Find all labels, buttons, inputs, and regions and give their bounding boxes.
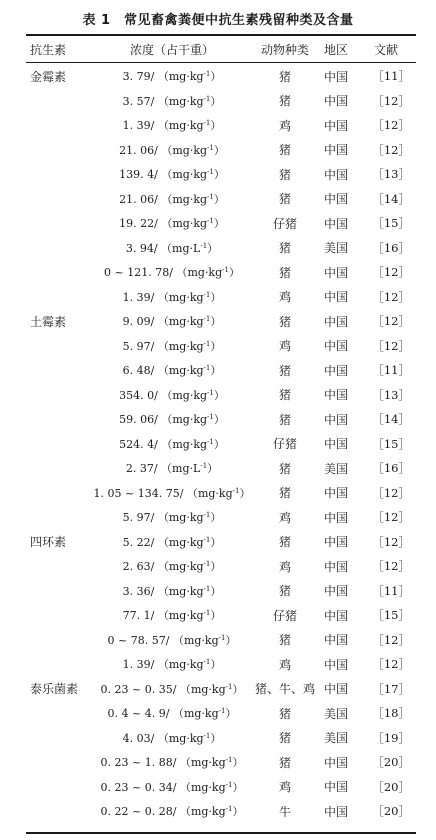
reference-cell: ［13］ (372, 167, 410, 182)
region-cell: 中国 (323, 608, 348, 623)
concentration-cell: 139. 4/ $(mg\cdot kg^{-1})$ (119, 168, 225, 182)
concentration-cell: 0. 23 ~ 0. 35/ $(mg\cdot kg^{-1})$ (100, 682, 244, 696)
concentration-cell: 9. 09/ $(mg\cdot kg^{-1})$ (122, 315, 222, 329)
concentration-unit: mg·kg (197, 486, 233, 500)
table-row (26, 62, 416, 89)
region-cell: 中国 (323, 682, 348, 697)
table-row (26, 432, 416, 457)
animal-cell: 猪 (278, 167, 291, 182)
concentration-cell: 0. 23 ~ 1. 88/ $(mg\cdot kg^{-1})$ (100, 756, 244, 770)
region-cell: 中国 (323, 94, 348, 109)
concentration-cell: 21. 06/ $(mg\cdot kg^{-1})$ (119, 192, 225, 206)
reference-cell: ［16］ (372, 240, 410, 255)
antibiotic-cell (26, 603, 90, 628)
concentration-unit: mg·kg (168, 511, 204, 525)
region-cell: 中国 (323, 486, 348, 501)
reference-cell: ［12］ (372, 534, 410, 549)
concentration-value: 1. 05 ~ 134. 75 (93, 486, 180, 500)
reference-cell: ［12］ (372, 93, 410, 108)
concentration-value: 0 ~ 78. 57 (107, 633, 166, 647)
concentration-value: 21. 06 (119, 192, 155, 206)
reference-cell: ［12］ (372, 632, 410, 647)
concentration-value: 2. 37 (125, 462, 154, 476)
concentration-cell: 1. 39/ $(mg\cdot kg^{-1})$ (122, 119, 222, 133)
unit-exponent: -1 (207, 143, 214, 152)
antibiotic-cell (26, 652, 90, 677)
concentration-cell: 77. 1/ $(mg\cdot kg^{-1})$ (122, 609, 222, 623)
unit-exponent: -1 (218, 633, 226, 642)
table-row (26, 750, 416, 775)
animal-cell: 鸡 (278, 510, 291, 525)
region-cell: 美国 (323, 241, 348, 256)
table-row (26, 334, 416, 359)
animal-cell: 仔猪 (272, 437, 297, 452)
table-row (26, 799, 416, 824)
concentration-cell: 0. 4 ~ 4. 9/ $(mg\cdot kg^{-1})$ (107, 707, 237, 721)
table-row (26, 530, 416, 555)
reference-cell: ［15］ (372, 436, 410, 451)
concentration-unit: mg·L (172, 241, 201, 255)
concentration-value: 9. 09 (122, 315, 151, 329)
table-row (26, 162, 416, 187)
concentration-unit: mg·kg (168, 119, 204, 133)
table-row (26, 726, 416, 751)
concentration-cell: 354. 0/ $(mg\cdot kg^{-1})$ (119, 388, 225, 402)
concentration-cell: 0 ~ 121. 78/ $(mg\cdot kg^{-1})$ (104, 266, 240, 280)
animal-cell: 猪 (278, 241, 291, 256)
concentration-unit: mg·kg (172, 437, 208, 451)
concentration-cell: 1. 05 ~ 134. 75/ $(mg\cdot kg^{-1})$ (93, 486, 251, 500)
region-cell: 美国 (323, 731, 348, 746)
table-row (26, 407, 416, 432)
concentration-cell: 6. 48/ $(mg\cdot kg^{-1})$ (122, 364, 222, 378)
unit-exponent: -1 (203, 339, 211, 348)
antibiotic-cell (26, 285, 90, 310)
table-row (26, 285, 416, 310)
reference-cell: ［12］ (372, 338, 410, 353)
reference-cell: ［18］ (372, 706, 410, 721)
concentration-value: 2. 63 (122, 560, 151, 574)
unit-exponent: -1 (218, 707, 226, 716)
region-cell: 中国 (323, 388, 348, 403)
table-row (26, 481, 416, 506)
unit-exponent: -1 (207, 217, 214, 226)
region-cell: 中国 (323, 192, 348, 207)
residue-table (26, 36, 416, 824)
region-cell: 美国 (323, 461, 348, 476)
concentration-value: 0 ~ 121. 78 (104, 266, 170, 280)
reference-cell: ［13］ (372, 387, 410, 402)
animal-cell: 猪 (278, 633, 291, 648)
antibiotic-cell: 四环素 (30, 535, 67, 550)
animal-cell: 鸡 (278, 657, 291, 672)
region-cell: 中国 (323, 339, 348, 354)
antibiotic-cell: 金霉素 (30, 69, 67, 84)
animal-cell: 牛 (278, 804, 291, 819)
antibiotic-cell (26, 726, 90, 751)
unit-exponent: -1 (200, 241, 208, 250)
bottom-rule (26, 832, 416, 834)
antibiotic-cell (26, 505, 90, 530)
animal-cell: 鸡 (278, 290, 291, 305)
region-cell: 中国 (323, 437, 348, 452)
concentration-cell: 2. 37/ $(mg\cdot L^{-1})$ (125, 462, 219, 476)
concentration-unit: mg·kg (168, 70, 204, 84)
table-row (26, 652, 416, 677)
reference-cell: ［14］ (372, 412, 410, 427)
reference-cell: ［12］ (372, 559, 410, 574)
concentration-unit: mg·kg (168, 339, 204, 353)
table-body (26, 62, 416, 824)
animal-cell: 猪 (278, 388, 291, 403)
table-row (26, 236, 416, 261)
concentration-unit: mg·kg (190, 780, 226, 794)
unit-exponent: -1 (203, 70, 211, 79)
unit-exponent: -1 (225, 780, 233, 789)
reference-cell: ［12］ (372, 510, 410, 525)
region-cell: 中国 (323, 216, 348, 231)
concentration-value: 0. 4 ~ 4. 9 (107, 707, 166, 721)
reference-cell: ［12］ (372, 142, 410, 157)
region-cell: 中国 (323, 535, 348, 550)
table-row (26, 603, 416, 628)
concentration-cell: 19. 22/ $(mg\cdot kg^{-1})$ (119, 217, 225, 231)
antibiotic-cell (26, 775, 90, 800)
unit-exponent: -1 (232, 486, 240, 495)
concentration-value: 4. 03 (122, 731, 151, 745)
concentration-value: 1. 39 (122, 119, 151, 133)
concentration-value: 3. 36 (122, 584, 151, 598)
antibiotic-cell (26, 89, 90, 114)
region-cell: 美国 (323, 706, 348, 721)
region-cell: 中国 (323, 780, 348, 795)
concentration-value: 139. 4 (119, 168, 155, 182)
animal-cell: 猪 (278, 94, 291, 109)
animal-cell: 鸡 (278, 339, 291, 354)
unit-exponent: -1 (203, 315, 211, 324)
region-cell: 中国 (323, 804, 348, 819)
concentration-unit: mg·kg (168, 731, 204, 745)
concentration-value: 3. 79 (122, 70, 151, 84)
region-cell: 中国 (323, 69, 348, 84)
header-row (26, 36, 416, 62)
concentration-cell: 5. 22/ $(mg\cdot kg^{-1})$ (122, 535, 222, 549)
table-row (26, 383, 416, 408)
reference-cell: ［12］ (372, 314, 410, 329)
unit-exponent: -1 (207, 413, 214, 422)
concentration-cell: 3. 36/ $(mg\cdot kg^{-1})$ (122, 584, 222, 598)
concentration-value: 59. 06 (119, 413, 155, 427)
unit-exponent: -1 (203, 535, 211, 544)
table-row (26, 138, 416, 163)
table-row (26, 113, 416, 138)
reference-cell: ［15］ (372, 608, 410, 623)
antibiotic-cell (26, 358, 90, 383)
region-cell: 中国 (323, 265, 348, 280)
region-cell: 中国 (323, 363, 348, 378)
animal-cell: 猪 (278, 584, 291, 599)
concentration-unit: mg·kg (190, 805, 226, 819)
antibiotic-cell (26, 799, 90, 824)
region-cell: 中国 (323, 167, 348, 182)
animal-cell: 鸡 (278, 559, 291, 574)
region-cell: 中国 (323, 633, 348, 648)
concentration-value: 21. 06 (119, 143, 155, 157)
reference-cell: ［17］ (372, 681, 410, 696)
reference-cell: ［12］ (372, 657, 410, 672)
concentration-value: 1. 39 (122, 658, 151, 672)
concentration-value: 0. 22 ~ 0. 28 (100, 805, 173, 819)
table-row (26, 701, 416, 726)
concentration-unit: mg·kg (168, 315, 204, 329)
animal-cell: 猪 (278, 535, 291, 550)
concentration-cell: 4. 03/ $(mg\cdot kg^{-1})$ (122, 731, 222, 745)
concentration-cell: 2. 63/ $(mg\cdot kg^{-1})$ (122, 560, 222, 574)
concentration-cell: 524. 4/ $(mg\cdot kg^{-1})$ (119, 437, 225, 451)
table-row (26, 187, 416, 212)
concentration-unit: mg·kg (183, 707, 219, 721)
table-row (26, 505, 416, 530)
concentration-unit: mg·kg (190, 682, 226, 696)
unit-exponent: -1 (203, 658, 211, 667)
antibiotic-cell (26, 236, 90, 261)
unit-exponent: -1 (203, 560, 211, 569)
unit-exponent: -1 (207, 437, 214, 446)
region-cell: 中国 (323, 314, 348, 329)
header-animal: 动物种类 (260, 42, 309, 57)
unit-exponent: -1 (203, 609, 211, 618)
concentration-unit: mg·kg (172, 413, 208, 427)
unit-exponent: -1 (203, 731, 211, 740)
concentration-value: 5. 97 (122, 511, 151, 525)
animal-cell: 猪 (278, 755, 291, 770)
header-antibiotic: 抗生素 (30, 42, 67, 57)
antibiotic-cell (26, 187, 90, 212)
region-cell: 中国 (323, 755, 348, 770)
reference-cell: ［14］ (372, 191, 410, 206)
concentration-cell: 3. 79/ $(mg\cdot kg^{-1})$ (122, 70, 222, 84)
reference-cell: ［19］ (372, 730, 410, 745)
concentration-value: 0. 23 ~ 1. 88 (100, 756, 173, 770)
concentration-cell: 21. 06/ $(mg\cdot kg^{-1})$ (119, 143, 225, 157)
concentration-cell: 3. 57/ $(mg\cdot kg^{-1})$ (122, 94, 222, 108)
concentration-value: 354. 0 (119, 388, 155, 402)
animal-cell: 猪 (278, 314, 291, 329)
concentration-unit: mg·kg (168, 290, 204, 304)
unit-exponent: -1 (207, 168, 214, 177)
table-row (26, 456, 416, 481)
animal-cell: 猪、牛、鸡 (254, 682, 315, 697)
unit-exponent: -1 (225, 805, 233, 814)
concentration-unit: mg·kg (168, 94, 204, 108)
animal-cell: 仔猪 (272, 216, 297, 231)
unit-exponent: -1 (203, 584, 211, 593)
concentration-value: 1. 39 (122, 290, 151, 304)
unit-exponent: -1 (203, 511, 211, 520)
table-row (26, 579, 416, 604)
antibiotic-cell (26, 628, 90, 653)
antibiotic-cell (26, 407, 90, 432)
concentration-unit: mg·L (172, 462, 201, 476)
concentration-value: 0. 23 ~ 0. 34 (100, 780, 173, 794)
unit-exponent: -1 (207, 388, 214, 397)
unit-exponent: -1 (203, 364, 211, 373)
header-concentration: 浓度（占干重） (129, 42, 214, 57)
reference-cell: ［12］ (372, 265, 410, 280)
table-row (26, 260, 416, 285)
concentration-unit: mg·kg (172, 192, 208, 206)
concentration-value: 5. 97 (122, 339, 151, 353)
antibiotic-cell (26, 162, 90, 187)
table-row (26, 677, 416, 702)
antibiotic-cell (26, 554, 90, 579)
antibiotic-cell: 泰乐菌素 (30, 682, 79, 697)
table-row (26, 309, 416, 334)
concentration-value: 524. 4 (119, 437, 155, 451)
reference-cell: ［15］ (372, 216, 410, 231)
unit-exponent: -1 (225, 682, 233, 691)
concentration-cell: 0. 23 ~ 0. 34/ $(mg\cdot kg^{-1})$ (100, 780, 244, 794)
reference-cell: ［20］ (372, 779, 410, 794)
animal-cell: 仔猪 (272, 608, 297, 623)
antibiotic-cell (26, 383, 90, 408)
table-title: 表 1 常见畜禽粪便中抗生素残留种类及含量 (82, 13, 354, 28)
reference-cell: ［12］ (372, 118, 410, 133)
concentration-value: 3. 57 (122, 94, 151, 108)
concentration-cell: 5. 97/ $(mg\cdot kg^{-1})$ (122, 339, 222, 353)
unit-exponent: -1 (222, 266, 229, 275)
animal-cell: 鸡 (278, 780, 291, 795)
region-cell: 中国 (323, 559, 348, 574)
region-cell: 中国 (323, 290, 348, 305)
animal-cell: 猪 (278, 461, 291, 476)
concentration-unit: mg·kg (168, 584, 204, 598)
unit-exponent: -1 (203, 94, 211, 103)
unit-exponent: -1 (207, 192, 214, 201)
concentration-unit: mg·kg (172, 217, 208, 231)
concentration-cell: 3. 94/ $(mg\cdot L^{-1})$ (125, 241, 219, 255)
concentration-unit: mg·kg (168, 364, 204, 378)
concentration-value: 0. 23 ~ 0. 35 (100, 682, 173, 696)
header-region: 地区 (323, 42, 348, 57)
concentration-cell: 1. 39/ $(mg\cdot kg^{-1})$ (122, 290, 222, 304)
concentration-unit: mg·kg (168, 658, 204, 672)
antibiotic-cell (26, 579, 90, 604)
antibiotic-cell (26, 750, 90, 775)
antibiotic-cell (26, 456, 90, 481)
antibiotic-cell (26, 334, 90, 359)
reference-cell: ［11］ (372, 69, 410, 84)
concentration-unit: mg·kg (172, 143, 208, 157)
animal-cell: 猪 (278, 706, 291, 721)
antibiotic-cell: 土霉素 (30, 314, 67, 329)
concentration-value: 6. 48 (122, 364, 151, 378)
reference-cell: ［20］ (372, 804, 410, 819)
concentration-value: 19. 22 (119, 217, 155, 231)
antibiotic-cell (26, 701, 90, 726)
concentration-unit: mg·kg (168, 535, 204, 549)
antibiotic-cell (26, 138, 90, 163)
unit-exponent: -1 (200, 462, 208, 471)
table-row (26, 775, 416, 800)
animal-cell: 猪 (278, 265, 291, 280)
header-reference: 文献 (373, 42, 398, 57)
animal-cell: 猪 (278, 731, 291, 746)
concentration-value: 77. 1 (122, 609, 151, 623)
concentration-unit: mg·kg (183, 633, 219, 647)
reference-cell: ［16］ (372, 461, 410, 476)
antibiotic-cell (26, 113, 90, 138)
region-cell: 中国 (323, 118, 348, 133)
concentration-cell: 5. 97/ $(mg\cdot kg^{-1})$ (122, 511, 222, 525)
region-cell: 中国 (323, 510, 348, 525)
reference-cell: ［11］ (372, 363, 410, 378)
animal-cell: 猪 (278, 412, 291, 427)
concentration-unit: mg·kg (187, 266, 223, 280)
concentration-unit: mg·kg (172, 168, 208, 182)
antibiotic-cell (26, 260, 90, 285)
concentration-cell: 59. 06/ $(mg\cdot kg^{-1})$ (119, 413, 225, 427)
concentration-cell: 1. 39/ $(mg\cdot kg^{-1})$ (122, 658, 222, 672)
unit-exponent: -1 (225, 756, 233, 765)
unit-exponent: -1 (203, 119, 211, 128)
antibiotic-cell (26, 211, 90, 236)
animal-cell: 猪 (278, 69, 291, 84)
region-cell: 中国 (323, 584, 348, 599)
reference-cell: ［11］ (372, 583, 410, 598)
table-row (26, 628, 416, 653)
antibiotic-cell (26, 481, 90, 506)
concentration-cell: 0. 22 ~ 0. 28/ $(mg\cdot kg^{-1})$ (100, 805, 244, 819)
reference-cell: ［12］ (372, 485, 410, 500)
antibiotic-cell (26, 432, 90, 457)
region-cell: 中国 (323, 412, 348, 427)
animal-cell: 猪 (278, 486, 291, 501)
table-row (26, 554, 416, 579)
animal-cell: 猪 (278, 192, 291, 207)
region-cell: 中国 (323, 657, 348, 672)
concentration-cell: 0 ~ 78. 57/ $(mg\cdot kg^{-1})$ (107, 633, 237, 647)
region-cell: 中国 (323, 143, 348, 158)
concentration-value: 5. 22 (122, 535, 151, 549)
table-row (26, 89, 416, 114)
reference-cell: ［20］ (372, 755, 410, 770)
unit-exponent: -1 (203, 290, 211, 299)
concentration-unit: mg·kg (168, 609, 204, 623)
concentration-unit: mg·kg (190, 756, 226, 770)
table-row (26, 211, 416, 236)
concentration-unit: mg·kg (168, 560, 204, 574)
table-row (26, 358, 416, 383)
animal-cell: 鸡 (278, 118, 291, 133)
concentration-unit: mg·kg (172, 388, 208, 402)
reference-cell: ［12］ (372, 289, 410, 304)
concentration-value: 3. 94 (125, 241, 154, 255)
animal-cell: 猪 (278, 363, 291, 378)
animal-cell: 猪 (278, 143, 291, 158)
